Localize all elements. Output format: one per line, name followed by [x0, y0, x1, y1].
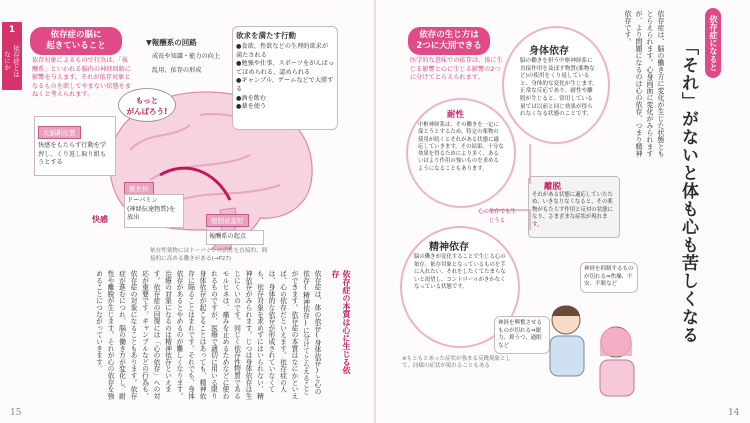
withdrawal-text: それがある状態に適応していたため、いきなりなくなると、その薬物がもたらす作用と反対の状態になり、さまざまな症状が現れます。: [532, 192, 613, 228]
reward-circuit-header: ▼報酬系の回路: [146, 38, 197, 47]
title-pill: 依存症になると: [705, 8, 721, 78]
reward-sub2: 乱用、依存の形成: [152, 67, 202, 74]
gutter: [374, 0, 376, 423]
tolerance-text: 中枢神経系は、その働きを一定に保とうとするため、特定の薬物の使用が続くとそれがある状態に適応していきます。その結果、十分な効果を得るためにより多く、あるいはより作用の強いものを求めるようになることもあります。: [418, 122, 504, 172]
lead-text: 依存症は、脳の働き方に変化が生じた状態ともとらえられます。心身両面に変化がみられますが、より問題になるのは心の依存、つまり精神依存です。: [624, 10, 665, 157]
desire-item: ●酒を飲む: [236, 94, 267, 102]
symptom-bubble-2: 神経を興奮させるものが切れる⇒眠力、抑うつ、過眠など: [494, 316, 550, 354]
right-page-number: 14: [728, 408, 740, 418]
physical-text: 脳の働きを担う中枢神経系に直接作用を及ぼす物質(薬物など)の使用をくり返していると、身体的な変化が生じます。正常な反応であり、耐性や離脱が生じると、常用している量では以前と同じ効果が得られなくなる状態のことです。: [520, 58, 598, 118]
tolerance-title: 耐性: [447, 110, 465, 120]
desire-item: ●ギャンブル、ゲームなどで大勝する: [236, 77, 334, 93]
accumbens-label: 側坐核: [124, 182, 154, 195]
vta-sub: 報酬系の起点: [206, 230, 264, 245]
woman-body: [600, 360, 634, 396]
left-body-text: 依存症は、体の依存(身体依存)と心の依存(精神依存)に分けてとらえることができます。依存症の本質はなにかといえば、心の依存だといえます。依存症の人は、身体的な依存が形成されていなくても、依存対象を求めずにはいられない、精神依存がみられます。じつは身体依存は生じにくいのです。同じく依存性物質であるモルヒネは、痛みを止めるためなどに使われるものですが、医療で適切に用いる限り身体依存が起こることはあっても、精神依存に陥ることはまれです。それでも、身体依存があるとやめるのが難しくなります。治療の対象になるのは精神依存といえます。依存症の回復には「心の依存」への対応が重要です。ギャンブルなどの行為も、依存症の対象になることもあります。依存症が進むにつれ、脳の働き方が変化し、耐性や離脱が生じます。それが心の依存を強めることにつながっていきます。: [94, 270, 321, 400]
pill-brain-heading: 依存症の脳に 起きていること: [30, 27, 122, 55]
left-page-number: 15: [10, 408, 22, 418]
physical-title: 身体依存: [529, 46, 569, 57]
right-footnote: ※もともとあった症状が強まる反跳現象として、同様の症状が現れることもある: [402, 356, 512, 370]
side-tab-text: 依存症とは なにか: [3, 44, 20, 78]
cortex-label: 大脳新皮質: [38, 126, 81, 139]
people-illustration: [544, 290, 654, 400]
withdrawal-title: 離脱: [544, 182, 562, 192]
intro-text: 依存対象によるもので行為は、「報酬系」といわれる脳内の神経回路に影響を与えます。それが依存対象となるものを欲してやまない状態をまねくと考えられます。: [32, 57, 131, 99]
dopamine-box: ドーパミン (神経伝達物質)を放出: [124, 194, 184, 228]
desire-box: [232, 26, 338, 130]
desire-item: ●勉強や仕事、スポーツをがんばってほめられる、認められる: [236, 60, 334, 76]
pill-two-types: 依存の生じ方は 2つに大別できる: [408, 27, 490, 55]
desire-item: ●食欲、性欲などの生理的欲求が満たされる: [236, 43, 329, 59]
symptom-bubble-1: 神経を抑制するものが切れる⇒焦燥、不安、不眠など: [580, 262, 638, 293]
man-hair: [552, 306, 580, 317]
desire-item: ●薬を使う: [236, 103, 267, 111]
cortex-box: [34, 116, 116, 176]
motto-bubble: もっと がんばろう!: [118, 88, 176, 122]
essence-heading: 依存症の本質は心に生じる依存: [331, 270, 351, 374]
man-body: [550, 336, 584, 376]
main-title: 「それ」がないと体も心も苦しくなる: [678, 38, 698, 344]
kaikan-label: 快感: [92, 215, 108, 224]
reward-sub1: 成長や知識・能力の向上: [152, 53, 221, 60]
desire-title: 欲求を満たす行動: [236, 31, 296, 40]
left-side-tab: [2, 22, 22, 90]
left-footnote: 依存性薬物にはドーパミンの活性を直接的、間接的に高める働きがある(→P27): [150, 248, 268, 262]
mental-small-note: 心の依存でも生じうる: [478, 209, 516, 224]
mental-text: 脳の働きが変化することで生じる心の依存。依存対象となっているものを手に入れたい、それをしたくてたまらないと渇望し、コントロールがきかなくなっている状態です。: [414, 254, 506, 290]
cortex-text: 快感をもたらす行動を学習し、くり返し取り組もうとする: [38, 142, 107, 167]
side-tab-number: 1: [8, 25, 16, 35]
vta-label: 腹側被蓋野: [206, 214, 249, 227]
two-types-text: 医学的な意味での依存は、体に生じる影響と心に生じる影響の2つに分けてとらえられます。: [410, 57, 503, 82]
mental-title: 精神依存: [429, 242, 469, 253]
